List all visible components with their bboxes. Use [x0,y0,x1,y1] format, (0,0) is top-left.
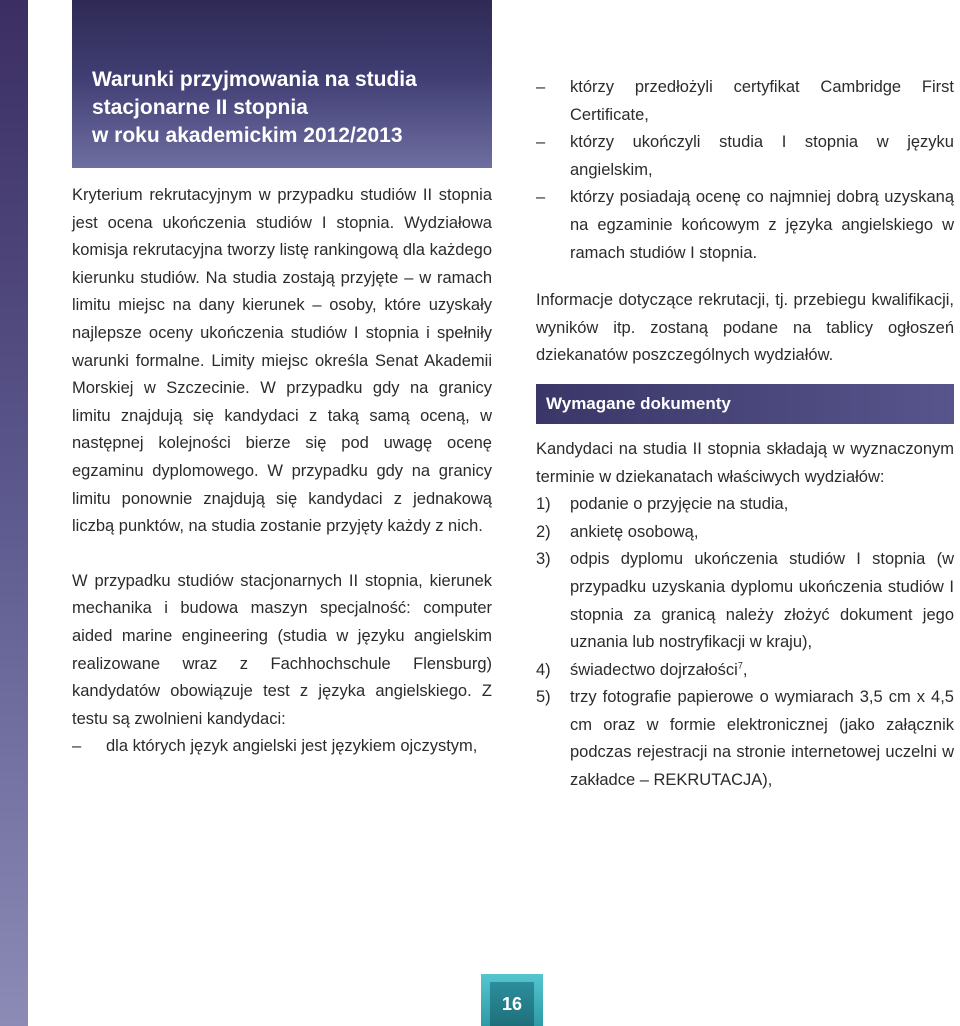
page-title-box [72,0,492,168]
page-title [92,66,482,150]
list-item-text: którzy ukończyli studia I stopnia w języku angielskim, [570,133,954,179]
recruitment-info-paragraph: Informacje dotyczące rekrutacji, tj. przebiegu kwalifikacji, wyników itp. zostaną podane na tablicy ogłoszeń dziekanatów poszczególnych wydziałów. [536,291,954,365]
list-number: 5) [536,688,551,707]
list-item [536,491,954,519]
list-item-text: ankietę osobową, [570,522,699,541]
list-item [536,184,954,267]
list-item-text: którzy posiadają ocenę co najmniej dobrą uzyskaną na egzaminie końcowym z języka angielskiego w ramach studiów I stopnia. [570,188,954,262]
right-column [536,74,954,795]
page-number-badge [481,974,543,1026]
english-test-paragraph: W przypadku studiów stacjonarnych II stopnia, kierunek mechanika i budowa maszyn specjalność: computer aided marine engineering (studia w języku angielskim realizowane wraz z Fachhochschule Flensburg) kandydatów obowiązuje test z języka angielskiego. Z testu są zwolnieni kandydaci: [72,571,492,728]
section-heading-required-documents: Wymagane dokumenty [536,384,954,424]
list-item [536,519,954,547]
list-item-text: świadectwo dojrzałości [570,660,738,679]
footnote-marker: 7 [737,660,743,671]
required-documents-list [536,491,954,795]
documents-intro-paragraph: Kandydaci na studia II stopnia składają w wyznaczonym terminie w dziekanatach właściwych wydziałów: [536,439,954,486]
list-item [536,546,954,656]
list-item [536,657,954,685]
list-item-text: podanie o przyjęcie na studia, [570,495,789,514]
list-item-text: dla których język angielski jest językiem ojczystym, [106,737,478,756]
list-item [536,684,954,794]
page-number: 16 [490,982,534,1026]
page-title-line-1: Warunki przyjmowania na studia [92,68,417,91]
dash-bullet: – [536,78,546,96]
exemption-list-right [536,74,954,267]
exemption-list-left [72,733,492,761]
list-number: 2) [536,522,551,541]
dash-bullet: – [72,737,82,756]
dash-bullet: – [536,188,546,207]
list-number: 4) [536,660,551,679]
list-number: 1) [536,495,551,514]
list-number: 3) [536,550,551,569]
list-item [536,129,954,184]
list-item-text: trzy fotografie papierowe o wymiarach 3,5 cm x 4,5 cm oraz w formie elektronicznej (jako załącznik podczas rejestracji na stronie internetowej uczelni w zakładce – REKRUTACJA), [570,688,954,790]
page-title-line-3: w roku akademickim 2012/2013 [92,124,403,147]
dash-bullet: – [536,133,546,152]
admission-criteria-paragraph: Kryterium rekrutacyjnym w przypadku studiów II stopnia jest ocena ukończenia studiów I stopnia. Wydziałowa komisja rekrutacyjna tworzy listę rankingową dla każdego kierunku studiów. Na studia zostają przyjęte – w ramach limitu miejsc na dany kierunek – osoby, które uzyskały najlepsze oceny ukończenia studiów I stopnia i spełniły warunki formalne. Limity miejsc określa Senat Akademii Morskiej w Szczecinie. W przypadku gdy na granicy limitu znajdują się kandydaci z taką samą oceną, w następnej kolejności bierze się pod uwagę ocenę egzaminu dyplomowego. W przypadku gdy na granicy limitu ponownie znajdują się kandydaci z jednakową liczbą punktów, na studia zostanie przyjęty każdy z nich. [72,186,492,536]
list-item-text: którzy przedłożyli certyfikat Cambridge First Certificate, [570,78,954,124]
left-edge-strip [0,0,28,1026]
list-item [72,733,492,761]
left-column [72,182,492,761]
list-item [536,74,954,129]
page-title-line-2: stacjonarne II stopnia [92,96,308,119]
list-item-punctuation: , [742,660,748,679]
list-item-text: odpis dyplomu ukończenia studiów I stopnia (w przypadku uzyskania dyplomu ukończenia studiów I stopnia za granicą należy złożyć dokument jego uznania lub nostryfikacji w kraju), [570,550,954,652]
